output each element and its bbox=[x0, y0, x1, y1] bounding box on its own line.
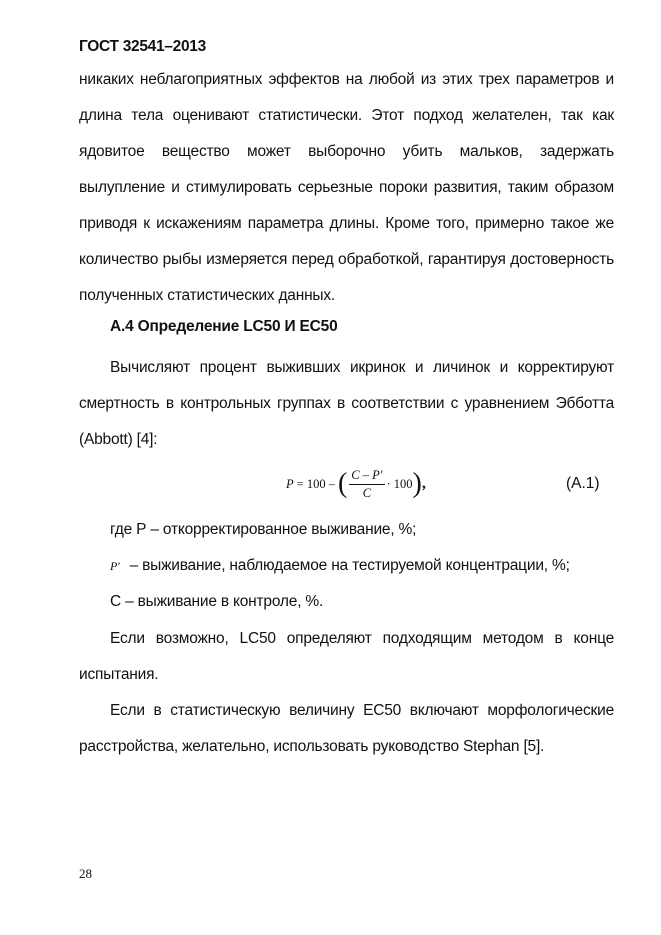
page-number: 28 bbox=[79, 866, 92, 881]
paragraph-ec50: Если в статистическую величину ЕС50 включают морфологические расстройства, желательно, использовать руководство Stephan [5]. bbox=[79, 702, 614, 755]
formula-close-paren: ) bbox=[412, 468, 422, 499]
formula-fraction bbox=[349, 468, 384, 501]
definition-p: где Р – откорректированное выживание, %; bbox=[110, 521, 417, 538]
definition-c: С – выживание в контроле, %. bbox=[110, 593, 324, 610]
p-prime-symbol: P′ bbox=[110, 559, 120, 573]
formula-eq-part: = 100 – bbox=[296, 476, 335, 491]
formula-lhs: P bbox=[286, 476, 294, 491]
paragraph-abbott: Вычисляют процент выживших икринок и личинок и корректируют смертность в контрольных группах в соответствии с уравнением Эбботта (Abbott) [4]: bbox=[79, 359, 614, 448]
formula-multiplier: · 100 bbox=[386, 476, 413, 491]
abbott-formula bbox=[286, 464, 426, 504]
definition-p-prime-text: – выживание, наблюдаемое на тестируемой концентрации, %; bbox=[129, 557, 570, 574]
formula-open-paren: ( bbox=[337, 468, 348, 499]
equation-number: (А.1) bbox=[566, 475, 600, 492]
paragraph-lc50: Если возможно, LC50 определяют подходящим методом в конце испытания. bbox=[79, 630, 614, 683]
paragraph-continuation: никаких неблагоприятных эффектов на любой из этих трех параметров и длина тела оценивают статистически. Этот подход желателен, так как ядовитое вещество может выборочно убить мальков, задержать вылупление и стимулировать серьезные пороки развития, таким образом приводя к искажениям параметра длины. Кроме того, примерно такое же количество рыбы измеряется перед обработкой, гарантируя достоверность полученных статистических данных. bbox=[79, 71, 614, 304]
definition-p-prime bbox=[110, 557, 570, 575]
formula-denominator: C bbox=[362, 485, 372, 500]
document-code: ГОСТ 32541–2013 bbox=[79, 38, 206, 55]
formula-trailing: , bbox=[421, 475, 426, 492]
formula-numerator: C – P′ bbox=[349, 468, 384, 485]
section-heading: А.4 Определение LC50 И ЕС50 bbox=[110, 318, 338, 335]
